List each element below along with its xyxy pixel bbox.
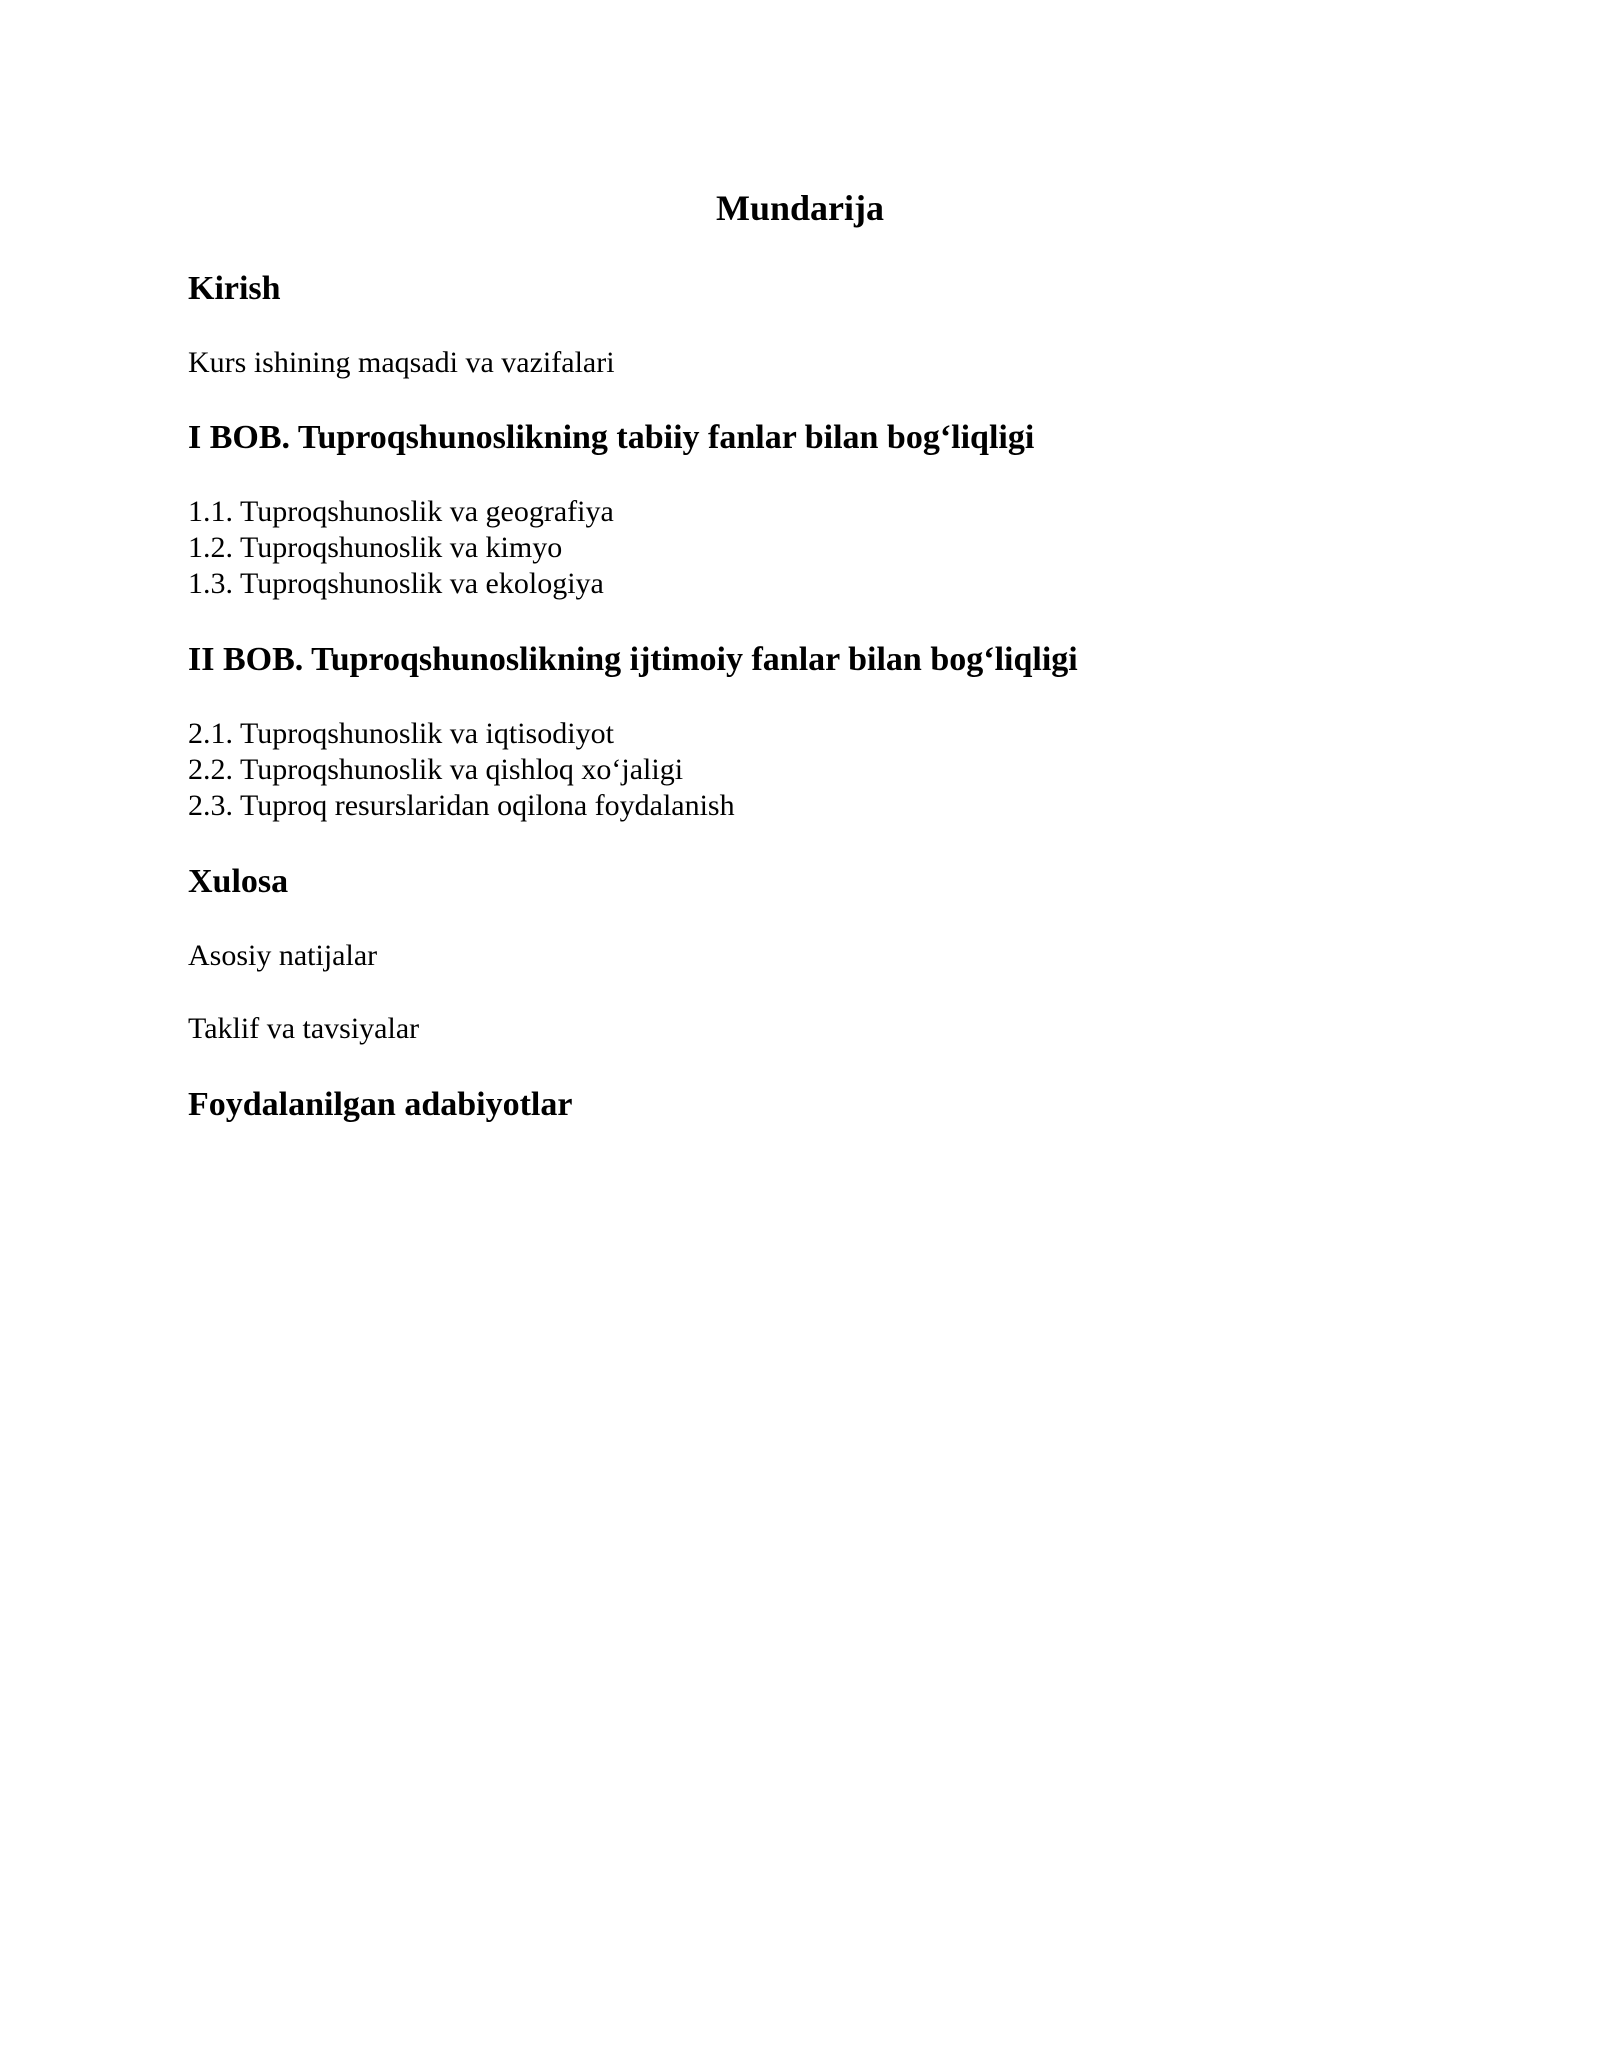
toc-item: 1.2. Tuproqshunoslik va kimyo [188, 531, 563, 564]
section-heading-xulosa: Xulosa [188, 863, 289, 900]
toc-item: Kurs ishining maqsadi va vazifalari [188, 346, 615, 379]
section-heading-references: Foydalanilgan adabiyotlar [188, 1086, 573, 1123]
toc-item: 2.3. Tuproq resurslaridan oqilona foydalanish [188, 789, 735, 822]
toc-item: 2.2. Tuproqshunoslik va qishloq xo‘jaligi [188, 753, 684, 786]
page-title: Mundarija [715, 188, 884, 228]
toc-item: Taklif va tavsiyalar [188, 1012, 420, 1045]
toc-item: 1.3. Tuproqshunoslik va ekologiya [188, 567, 604, 600]
toc-item: 2.1. Tuproqshunoslik va iqtisodiyot [188, 717, 614, 750]
toc-item: 1.1. Tuproqshunoslik va geografiya [188, 495, 614, 528]
section-heading-chapter-1: I BOB. Tuproqshunoslikning tabiiy fanlar bilan bog‘liqligi [188, 419, 1035, 456]
toc-item: Asosiy natijalar [188, 939, 378, 972]
section-heading-chapter-2: II BOB. Tuproqshunoslikning ijtimoiy fanlar bilan bog‘liqligi [188, 641, 1078, 678]
section-heading-kirish: Kirish [188, 270, 281, 307]
